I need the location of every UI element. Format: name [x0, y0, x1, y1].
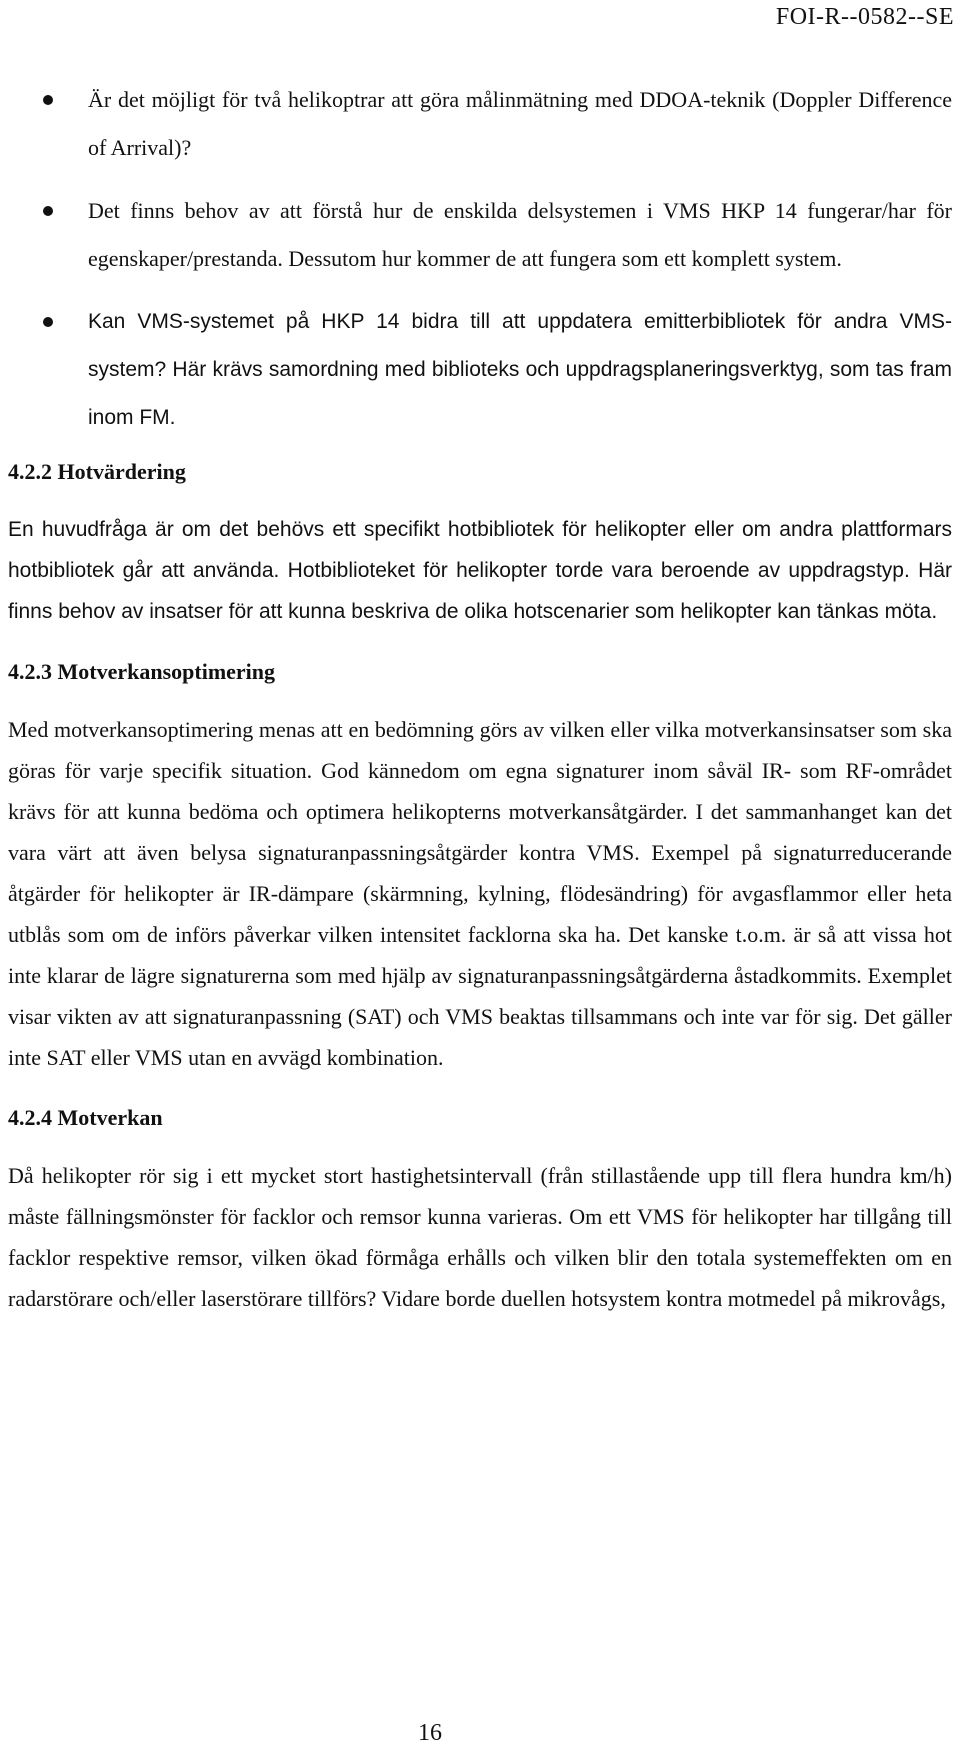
bullet-item-emitterbibliotek	[8, 298, 952, 442]
bullet-dot-icon	[43, 317, 53, 327]
bullet-dot-icon	[43, 206, 53, 216]
section-body-hotvardering: En huvudfråga är om det behövs ett specifikt hotbibliotek för helikopter eller om andra plattformars hotbibliotek går att använda. Hotbiblioteket för helikopter torde vara beroende av uppdragstyp. Här finns behov av insatser för att kunna beskriva de olika hotscenarier som helikopter kan tänkas möta.	[8, 518, 952, 623]
section-heading-hotvardering: 4.2.2 Hotvärdering	[8, 459, 186, 484]
bullet-dot-icon	[43, 95, 53, 105]
bullet-list	[8, 76, 952, 442]
bullet-text: Det finns behov av att förstå hur de enskilda delsystemen i VMS HKP 14 fungerar/har för egenskaper/prestanda. Dessutom hur kommer de att fungera som ett komplett system.	[88, 198, 952, 271]
page-content	[8, 76, 952, 1344]
bullet-item-delsystem	[8, 187, 952, 283]
bullet-item-ddoa	[8, 76, 952, 172]
section-heading-motverkansoptimering: 4.2.3 Motverkansoptimering	[8, 659, 276, 684]
page-number: 16	[418, 1720, 442, 1746]
bullet-text: Är det möjligt för två helikoptrar att göra målinmätning med DDOA-teknik (Doppler Difference of Arrival)?	[88, 87, 952, 160]
section-body-motverkansoptimering: Med motverkansoptimering menas att en bedömning görs av vilken eller vilka motverkansinsatser som ska göras för varje specifik situation. God kännedom om egna signaturer inom såväl IR- som RF-området krävs för att kunna bedöma och optimera helikopterns motverkansåtgärder. I det sammanhanget kan det vara värt att även belysa signaturanpassningsåtgärder kontra VMS. Exempel på signaturreducerande åtgärder för helikopter är IR-dämpare (skärmning, kylning, flödesändring) för avgasflammor eller heta utblås som om de införs påverkar vilken intensitet facklorna ska ha. Det kanske t.o.m. är så att vissa hot inte klarar de lägre signaturerna som med hjälp av signaturanpassningsåtgärderna åstadkommits. Exemplet visar vikten av att signaturanpassning (SAT) och VMS beaktas tillsammans och inte var för sig. Det gäller inte SAT eller VMS utan en avvägd kombination.	[8, 717, 952, 1070]
section-heading-motverkan: 4.2.4 Motverkan	[8, 1105, 163, 1130]
bullet-text: Kan VMS-systemet på HKP 14 bidra till att uppdatera emitterbibliotek för andra VMS-system? Här krävs samordning med biblioteks och uppdragsplaneringsverktyg, som tas fram inom FM.	[88, 310, 952, 429]
section-body-motverkan: Då helikopter rör sig i ett mycket stort hastighetsintervall (från stillastående upp till flera hundra km/h) måste fällningsmönster för facklor och remsor kunna varieras. Om ett VMS för helikopter har tillgång till facklor respektive remsor, vilken ökad förmåga erhålls och vilken blir den totala systemeffekten om en radarstörare och/eller laserstörare tillförs? Vidare borde duellen hotsystem kontra motmedel på mikrovågs,	[8, 1163, 952, 1311]
document-id: FOI-R--0582--SE	[775, 4, 954, 30]
